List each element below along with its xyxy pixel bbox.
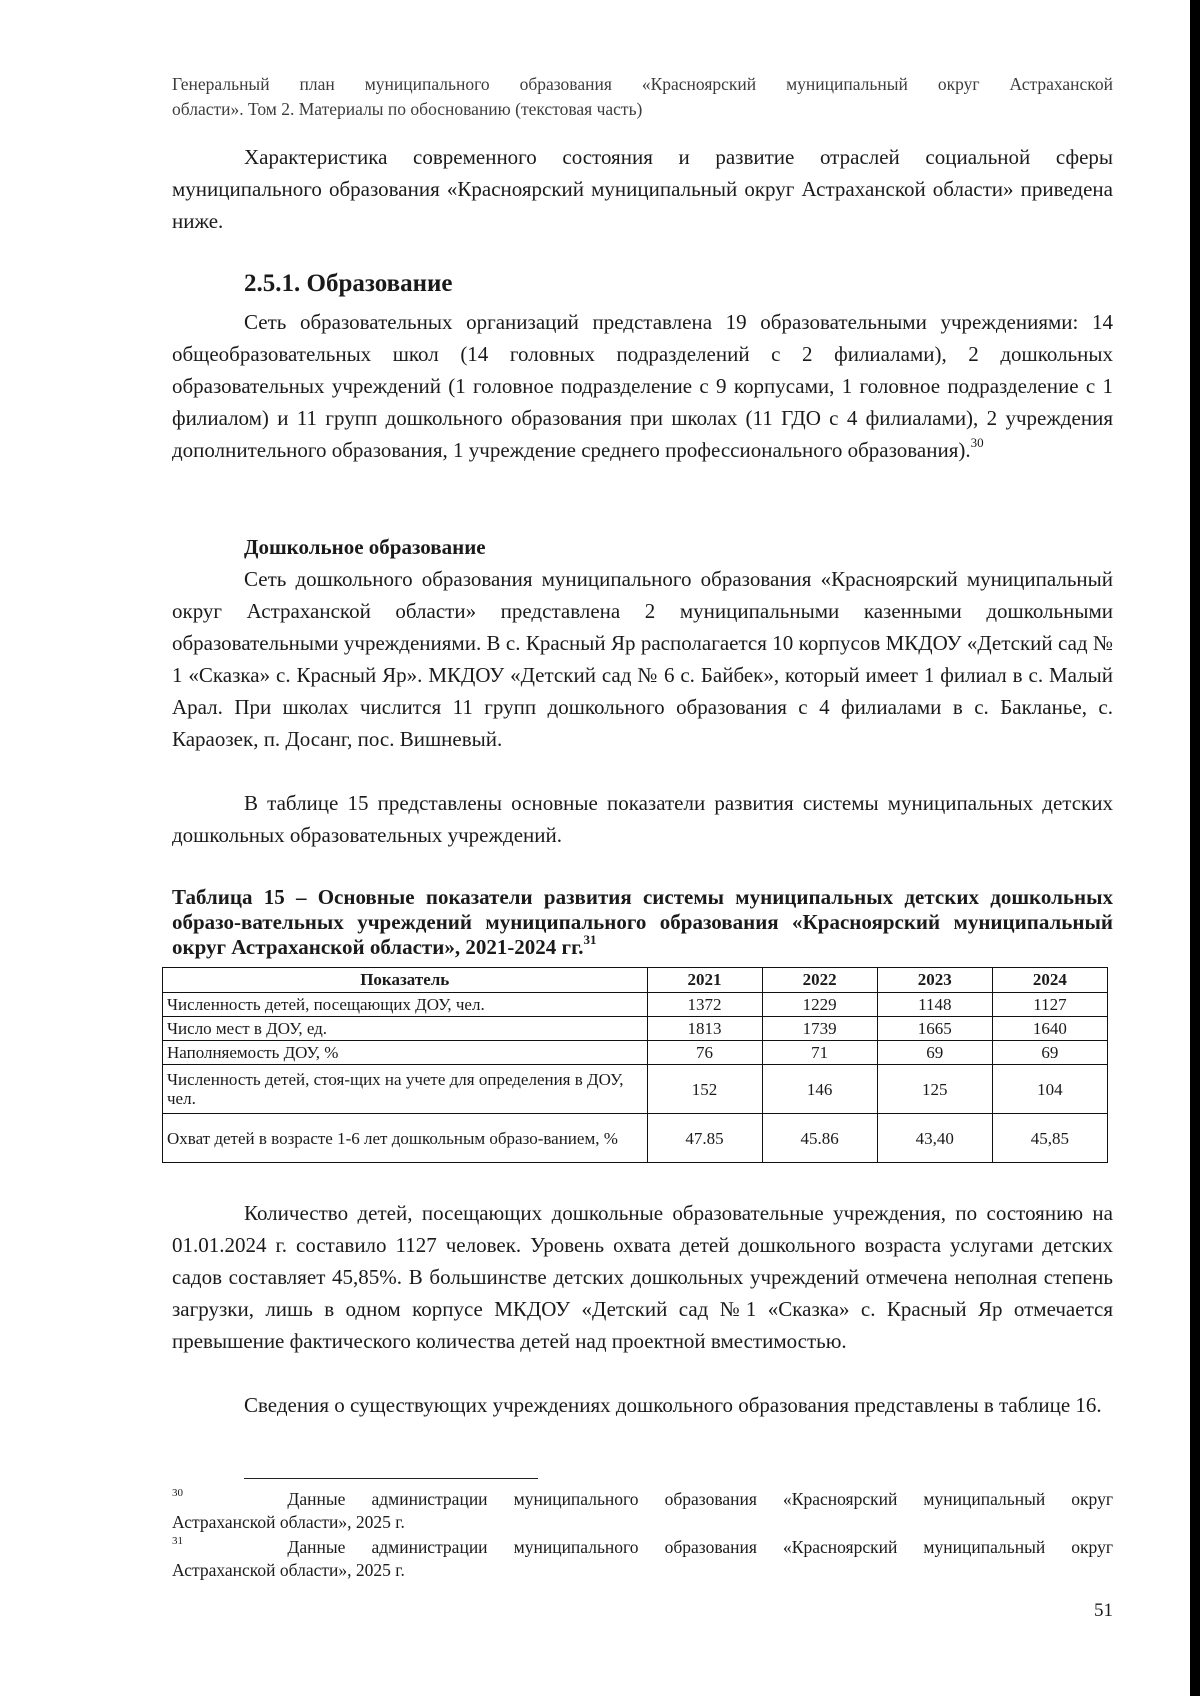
value-cell: 1665 bbox=[877, 1017, 992, 1041]
indicator-cell: Охват детей в возрасте 1-6 лет дошкольным образо-ванием, % bbox=[163, 1114, 648, 1163]
footnote-separator bbox=[244, 1478, 538, 1479]
value-cell: 71 bbox=[762, 1041, 877, 1065]
running-header-line1: Генеральный план муниципального образования «Красноярский муниципальный округ Астраханской bbox=[172, 74, 1113, 94]
section-heading: 2.5.1. Образование bbox=[244, 270, 453, 297]
education-paragraph-text: Сеть образовательных организаций представлена 19 образовательными учреждениями: 14 общеобразовательных школ (14 головных подразделений с 2 филиалами), 2 дошкольных образовательных учреждений (1 головное подразделение с 9 корпусами, 1 головное подразделение с 1 филиалом) и 11 групп дошкольного образования при школах (11 ГДО с 4 филиалами), 2 учреждения дополнительного образования, 1 учреждение среднего профессионального образования). bbox=[172, 310, 1113, 462]
table-caption bbox=[172, 885, 1113, 960]
footnote-31-number: 31 bbox=[172, 1535, 183, 1548]
preschool-paragraph-1: Сеть дошкольного образования муниципального образования «Красноярский муниципальный округ Астраханской области» представлена 2 муниципальными казенными дошкольными образовательными учреждениями. В с. Красный Яр располагается 10 корпусов МКДОУ «Детский сад № 1 «Сказка» с. Красный Яр». МКДОУ «Детский сад № 6 с. Байбек», который имеет 1 филиал в с. Малый Арал. При школах числится 11 групп дошкольного образования с 4 филиалами в с. Бакланье, с. Караозек, п. Досанг, пос. Вишневый. bbox=[172, 567, 1113, 751]
value-cell: 1813 bbox=[647, 1017, 762, 1041]
table-row bbox=[163, 993, 1108, 1017]
value-cell: 76 bbox=[647, 1041, 762, 1065]
footnote-ref-31[interactable]: 31 bbox=[583, 932, 597, 947]
header-cell: 2022 bbox=[762, 968, 877, 993]
footnote-30-number: 30 bbox=[172, 1487, 183, 1500]
table-row bbox=[163, 1114, 1108, 1163]
indicator-cell: Наполняемость ДОУ, % bbox=[163, 1041, 648, 1065]
footnote-30 bbox=[172, 1488, 1113, 1534]
page-number: 51 bbox=[1094, 1600, 1113, 1621]
header-cell: Показатель bbox=[163, 968, 648, 993]
value-cell: 1127 bbox=[992, 993, 1107, 1017]
value-cell: 47.85 bbox=[647, 1114, 762, 1163]
footnote-30-text2: Астраханской области», 2025 г. bbox=[172, 1512, 405, 1532]
subsection-heading: Дошкольное образование bbox=[244, 535, 486, 559]
footnote-31-line1 bbox=[172, 1536, 1113, 1559]
value-cell: 146 bbox=[762, 1065, 877, 1114]
footnote-31 bbox=[172, 1536, 1113, 1582]
indicator-cell: Численность детей, посещающих ДОУ, чел. bbox=[163, 993, 648, 1017]
after-table-paragraph-1: Количество детей, посещающих дошкольные образовательные учреждения, по состоянию на 01.01.2024 г. составило 1127 человек. Уровень охвата детей дошкольного возраста услугами детских садов составляет 45,85%. В большинстве детских дошкольных учреждений отмечена неполная степень загрузки, лишь в одном корпусе МКДОУ «Детский сад №1 «Сказка» с. Красный Яр отмечается превышение фактического количества детей над проектной вместимостью. bbox=[172, 1201, 1113, 1353]
header-cell: 2024 bbox=[992, 968, 1107, 993]
value-cell: 69 bbox=[877, 1041, 992, 1065]
table-header-row bbox=[163, 968, 1108, 993]
value-cell: 152 bbox=[647, 1065, 762, 1114]
running-header-line2: области». Том 2. Материалы по обоснованию (текстовая часть) bbox=[172, 99, 643, 119]
footnote-30-text1: Данные администрации муниципального образования «Красноярский муниципальный округ bbox=[287, 1489, 1114, 1509]
value-cell: 1739 bbox=[762, 1017, 877, 1041]
indicator-cell: Число мест в ДОУ, ед. bbox=[163, 1017, 648, 1041]
education-paragraph bbox=[172, 306, 1113, 466]
value-cell: 125 bbox=[877, 1065, 992, 1114]
indicators-table bbox=[162, 967, 1108, 1163]
footnote-ref-30[interactable]: 30 bbox=[970, 435, 984, 450]
footnote-30-line1 bbox=[172, 1488, 1113, 1511]
table-caption-text: Таблица 15 – Основные показатели развития системы муниципальных детских дошкольных образо-вательных учреждений муниципального образования «Красноярский муниципальный округ Астраханской области», 2021-2024 гг. bbox=[172, 885, 1113, 959]
value-cell: 1229 bbox=[762, 993, 877, 1017]
table-row bbox=[163, 1017, 1108, 1041]
header-cell: 2021 bbox=[647, 968, 762, 993]
value-cell: 69 bbox=[992, 1041, 1107, 1065]
after-table-paragraph-2: Сведения о существующих учреждениях дошкольного образования представлены в таблице 16. bbox=[244, 1393, 1102, 1417]
footnote-31-text2: Астраханской области», 2025 г. bbox=[172, 1560, 405, 1580]
indicator-cell: Численность детей, стоя-щих на учете для определения в ДОУ, чел. bbox=[163, 1065, 648, 1114]
value-cell: 1372 bbox=[647, 993, 762, 1017]
value-cell: 45.86 bbox=[762, 1114, 877, 1163]
value-cell: 43,40 bbox=[877, 1114, 992, 1163]
header-cell: 2023 bbox=[877, 968, 992, 993]
table-row bbox=[163, 1065, 1108, 1114]
table-row bbox=[163, 1041, 1108, 1065]
value-cell: 1640 bbox=[992, 1017, 1107, 1041]
value-cell: 1148 bbox=[877, 993, 992, 1017]
preschool-paragraph-2: В таблице 15 представлены основные показатели развития системы муниципальных детских дошкольных образовательных учреждений. bbox=[172, 791, 1113, 847]
value-cell: 104 bbox=[992, 1065, 1107, 1114]
intro-paragraph: Характеристика современного состояния и развитие отраслей социальной сферы муниципального образования «Красноярский муниципальный округ Астраханской области» приведена ниже. bbox=[172, 145, 1113, 233]
page-edge bbox=[1190, 0, 1200, 1696]
footnote-31-text1: Данные администрации муниципального образования «Красноярский муниципальный округ bbox=[287, 1537, 1114, 1557]
value-cell: 45,85 bbox=[992, 1114, 1107, 1163]
running-header bbox=[172, 72, 1113, 122]
